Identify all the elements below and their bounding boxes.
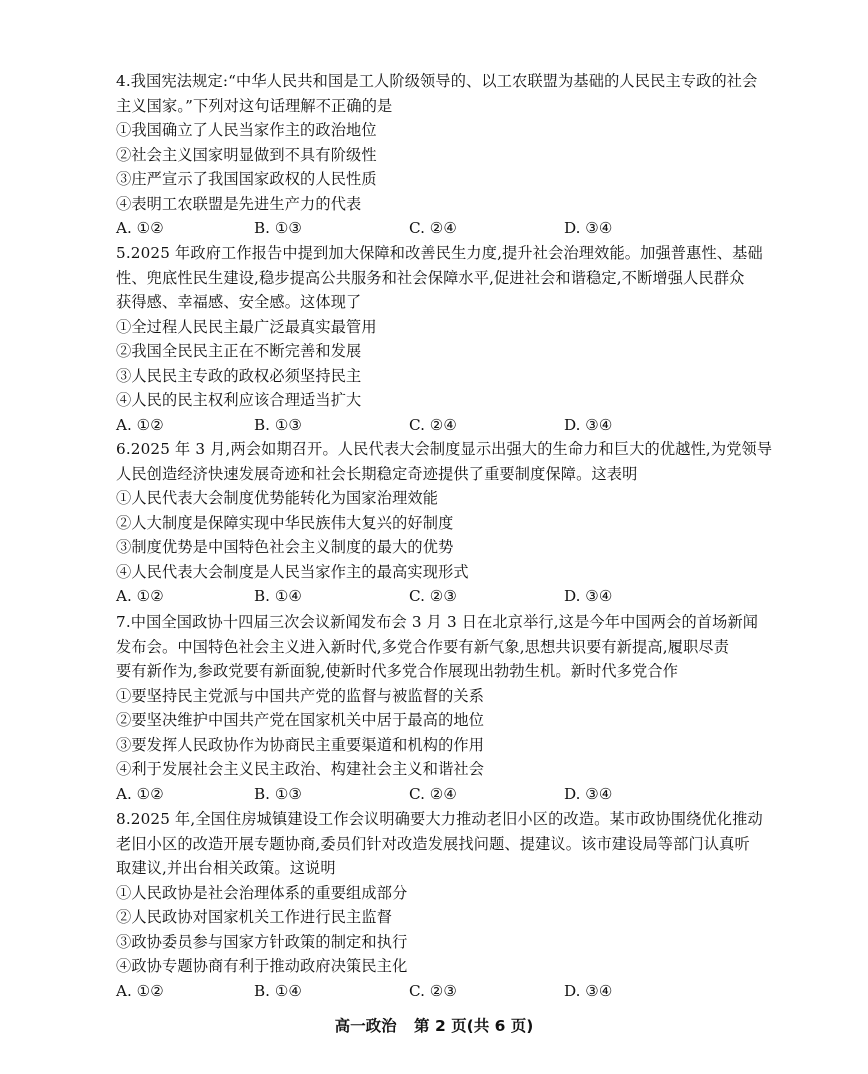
option-item: ③要发挥人民政协作为协商民主重要渠道和机构的作用 [116, 735, 485, 754]
question-stem-line: 要有新作为,参政党要有新面貌,使新时代多党合作展现出勃勃生机。新时代多党合作 [116, 662, 679, 680]
option-item: ①要坚持民主党派与中国共产党的监督与被监督的关系 [116, 686, 485, 705]
option-item: ②人民政协对国家机关工作进行民主监督 [116, 908, 393, 926]
option-item: ①全过程人民民主最广泛最真实最管用 [116, 317, 377, 336]
answer-choice-c: C. ②④ [409, 219, 457, 237]
question-stem-line: 主义国家。”下列对这句话理解不正确的是 [116, 96, 393, 115]
option-item: ②社会主义国家明显做到不具有阶级性 [116, 145, 377, 164]
answer-choice-c: C. ②③ [409, 981, 457, 1000]
answer-choice-b: B. ①③ [254, 784, 303, 803]
question-stem-line: 老旧小区的改造开展专题协商,委员们针对改造发展找问题、提建议。该市建设局等部门认真听 [116, 834, 750, 853]
option-item: ③政协委员参与国家方针政策的制定和执行 [116, 932, 408, 951]
answer-choice-b: B. ①③ [254, 219, 303, 237]
question-stem-line: 获得感、幸福感、安全感。这体现了 [116, 293, 362, 311]
answer-choice-c: C. ②③ [409, 587, 457, 605]
answer-choice-c: C. ②④ [409, 784, 457, 803]
answer-choices [116, 783, 716, 805]
answer-choice-d: D. ③④ [564, 981, 613, 1000]
answer-choice-b: B. ①④ [254, 587, 303, 605]
answer-choices [116, 585, 716, 607]
option-item: ①人民政协是社会治理体系的重要组成部分 [116, 883, 408, 902]
question-stem-line: 8.2025 年,全国住房城镇建设工作会议明确要大力推动老旧小区的改造。某市政协围绕优化推动 [116, 810, 763, 828]
answer-choice-a: A. ①② [116, 415, 164, 434]
option-item: ③制度优势是中国特色社会主义制度的最大的优势 [116, 538, 454, 556]
answer-choice-b: B. ①③ [254, 415, 303, 434]
option-item: ②人大制度是保障实现中华民族伟大复兴的好制度 [116, 513, 454, 532]
question-stem-line: 发布会。中国特色社会主义进入新时代,多党合作要有新气象,思想共识要有新提高,履职尽责 [116, 637, 730, 656]
answer-choice-d: D. ③④ [564, 415, 613, 434]
option-item: ③人民民主专政的政权必须坚持民主 [116, 366, 362, 385]
question-stem-line: 4.我国宪法规定:“中华人民共和国是工人阶级领导的、以工农联盟为基础的人民民主专政的社会 [116, 72, 758, 90]
answer-choice-a: A. ①② [116, 587, 164, 605]
answer-choice-a: A. ①② [116, 219, 164, 237]
option-item: ②我国全民民主正在不断完善和发展 [116, 342, 362, 360]
answer-choices [116, 980, 716, 1002]
option-item: ④人民代表大会制度是人民当家作主的最高实现形式 [116, 562, 469, 581]
answer-choice-a: A. ①② [116, 784, 164, 803]
answer-choice-a: A. ①② [116, 981, 164, 1000]
option-item: ①我国确立了人民当家作主的政治地位 [116, 121, 377, 139]
option-item: ③庄严宣示了我国国家政权的人民性质 [116, 170, 377, 188]
footer-page-number: 第 2 页(共 6 页) [414, 1017, 534, 1035]
answer-choice-c: C. ②④ [409, 415, 457, 434]
question-stem-line: 7.中国全国政协十四届三次会议新闻发布会 3 月 3 日在北京举行,这是今年中国两会的首场新闻 [116, 613, 759, 631]
answer-choices [116, 414, 716, 436]
option-item: ②要坚决维护中国共产党在国家机关中居于最高的地位 [116, 711, 485, 729]
option-item: ④利于发展社会主义民主政治、构建社会主义和谐社会 [116, 760, 485, 778]
answer-choice-d: D. ③④ [564, 784, 613, 803]
question-stem-line: 5.2025 年政府工作报告中提到加大保障和改善民生力度,提升社会治理效能。加强普惠性、基础 [116, 244, 763, 262]
option-item: ④政协专题协商有利于推动政府决策民主化 [116, 957, 408, 975]
answer-choice-d: D. ③④ [564, 587, 613, 605]
option-item: ④人民的民主权利应该合理适当扩大 [116, 391, 362, 409]
option-item: ①人民代表大会制度优势能转化为国家治理效能 [116, 489, 439, 507]
question-stem-line: 取建议,并出台相关政策。这说明 [116, 859, 336, 877]
question-stem-line: 人民创造经济快速发展奇迹和社会长期稳定奇迹提供了重要制度保障。这表明 [116, 464, 638, 483]
question-stem-line: 性、兜底性民生建设,稳步提高公共服务和社会保障水平,促进社会和谐稳定,不断增强人民群众 [116, 268, 745, 287]
footer-subject: 高一政治 [334, 1017, 397, 1035]
answer-choice-b: B. ①④ [254, 981, 303, 1000]
answer-choices [116, 217, 716, 239]
question-stem-line: 6.2025 年 3 月,两会如期召开。人民代表大会制度显示出强大的生命力和巨大的优越性,为党领导 [116, 440, 773, 458]
answer-choice-d: D. ③④ [564, 219, 613, 237]
option-item: ④表明工农联盟是先进生产力的代表 [116, 194, 362, 213]
page-footer [0, 1015, 868, 1037]
